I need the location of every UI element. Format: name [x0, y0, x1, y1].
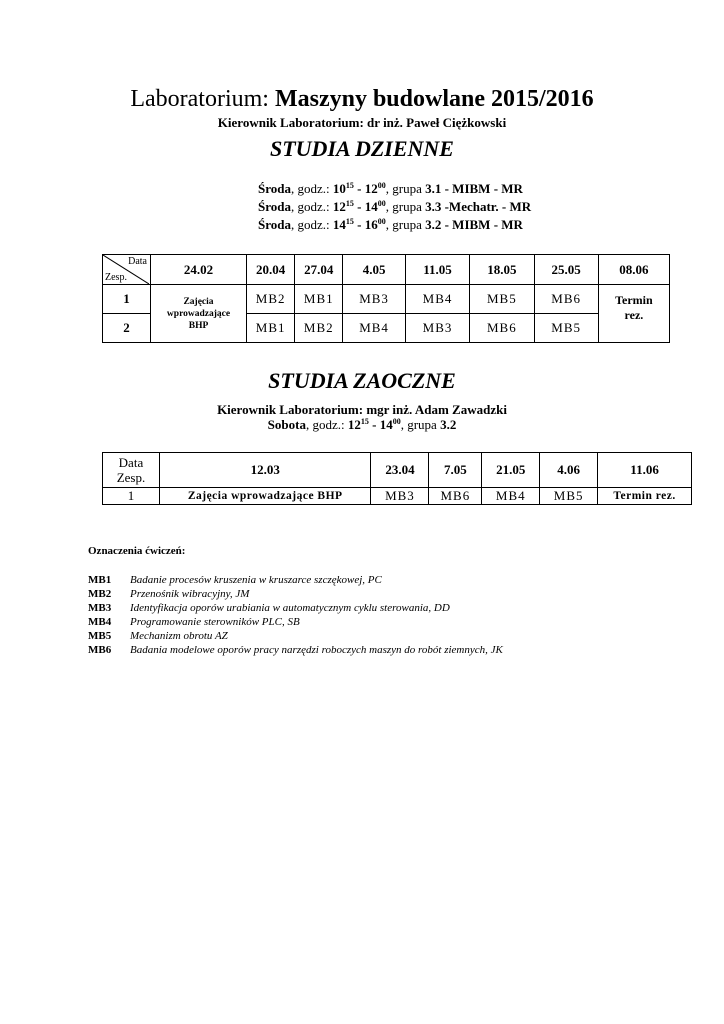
- section-title-dzienne: STUDIA DZIENNE: [270, 136, 454, 161]
- schedule-start: 12: [332, 199, 346, 214]
- date-header: 21.05: [482, 453, 540, 488]
- schedule-line-3: Środa, godz.: $14^{15} - 16^{00}$, grupa 3.2 - MIBM - MR: [258, 217, 523, 232]
- date-header: 11.06: [598, 453, 692, 488]
- exercise-cell: MB5: [534, 314, 598, 343]
- schedule-end: 16: [364, 217, 378, 232]
- schedule-godz: , godz.:: [291, 199, 333, 214]
- date-header: 20.04: [247, 255, 295, 285]
- legend-code: MB6: [88, 644, 112, 656]
- legend-title: Oznaczenia ćwiczeń:: [88, 545, 186, 557]
- dzienne-schedule-table: [102, 254, 670, 343]
- schedule-grupa-label: , grupa: [385, 181, 426, 196]
- schedule-grupa: 3.3 -Mechatr. - MR: [425, 199, 532, 214]
- exercise-cell: MB5: [470, 285, 534, 314]
- table-header-row: [103, 453, 692, 488]
- exercise-cell: MB6: [470, 314, 534, 343]
- legend-code: MB2: [88, 588, 112, 600]
- schedule-end-min: 00: [377, 217, 386, 226]
- schedule-godz: , godz.:: [305, 417, 348, 432]
- exercise-cell: MB3: [371, 488, 429, 505]
- legend-code: MB4: [88, 616, 112, 628]
- intro-bhp-cell: Zajęcia wprowadzające BHP: [159, 488, 371, 505]
- legend-code: MB5: [88, 630, 112, 642]
- schedule-day: Środa: [258, 181, 291, 196]
- legend-item: [88, 601, 450, 615]
- exercise-cell: MB5: [540, 488, 598, 505]
- exercise-cell: MB4: [482, 488, 540, 505]
- intro-bhp-cell: Zajęcia wprowadzające BHP: [150, 285, 246, 343]
- schedule-line-1: Środa, godz.: $10^{15} - 12^{00}$, grupa 3.1 - MIBM - MR: [258, 181, 523, 196]
- schedule-grupa: 3.1 - MIBM - MR: [425, 181, 523, 196]
- date-header: 27.04: [295, 255, 343, 285]
- table-header-row: [103, 255, 670, 285]
- reserve-term-cell: Termin rez.: [598, 488, 692, 505]
- title-main: Maszyny budowlane 2015/2016: [274, 86, 594, 112]
- corner-zesp-label: Zesp.: [116, 470, 146, 485]
- schedule-grupa-label: , grupa: [385, 199, 426, 214]
- exercise-cell: MB1: [247, 314, 295, 343]
- legend-desc: Identyfikacja oporów urabiania w automatycznym cyklu sterowania, DD: [130, 602, 450, 614]
- date-header: 12.03: [159, 453, 371, 488]
- schedule-grupa-label: , grupa: [385, 217, 426, 232]
- date-header: 23.04: [371, 453, 429, 488]
- legend-desc: Badanie procesów kruszenia w kruszarce szczękowej, PC: [130, 574, 382, 586]
- section-title-zaoczne: STUDIA ZAOCZNE: [268, 368, 456, 393]
- corner-zesp-label: Zesp.: [105, 272, 127, 283]
- schedule-end-min: 00: [377, 181, 386, 190]
- exercise-cell: MB2: [247, 285, 295, 314]
- lab-head: Kierownik Laboratorium: dr inż. Paweł Ciężkowski: [217, 115, 507, 130]
- schedule-godz: , godz.:: [291, 181, 333, 196]
- schedule-end: 12: [364, 181, 378, 196]
- schedule-end-min: 00: [377, 199, 386, 208]
- exercise-cell: MB1: [295, 285, 343, 314]
- schedule-day: Sobota: [267, 417, 306, 432]
- legend-desc: Badania modelowe oporów pracy narzędzi roboczych maszyn do robót ziemnych, JK: [130, 644, 503, 656]
- legend-code: MB3: [88, 602, 112, 614]
- legend-item: [88, 629, 228, 643]
- schedule-start: 12: [347, 417, 361, 432]
- schedule-start-min: 15: [360, 417, 369, 426]
- reserve-term-cell: Termin rez.: [598, 285, 669, 343]
- schedule-end-min: 00: [392, 417, 401, 426]
- schedule-start-min: 15: [345, 181, 354, 190]
- legend-desc: Programowanie sterowników PLC, SB: [130, 616, 300, 628]
- date-header: 25.05: [534, 255, 598, 285]
- zesp-cell: 1: [103, 285, 151, 314]
- schedule-day: Środa: [258, 199, 291, 214]
- date-header: 11.05: [405, 255, 469, 285]
- schedule-godz: , godz.:: [291, 217, 333, 232]
- legend-item: [88, 587, 249, 601]
- corner-cell: [103, 255, 151, 285]
- exercise-cell: MB4: [343, 314, 406, 343]
- exercise-cell: MB3: [405, 314, 469, 343]
- date-header: 7.05: [429, 453, 482, 488]
- corner-data-label: Data: [118, 455, 144, 470]
- legend-item: [88, 573, 382, 587]
- schedule-start: 14: [332, 217, 346, 232]
- date-header: 18.05: [470, 255, 534, 285]
- table-row: [103, 488, 692, 505]
- table-row: [103, 285, 670, 314]
- schedule-grupa: 3.2 - MIBM - MR: [425, 217, 523, 232]
- legend-item: [88, 615, 300, 629]
- zesp-cell: 1: [103, 488, 160, 505]
- schedule-grupa: 3.2: [440, 417, 457, 432]
- schedule-end: 14: [379, 417, 393, 432]
- schedule-line-2: Środa, godz.: $12^{15} - 14^{00}$, grupa 3.3 -Mechatr. - MR: [258, 199, 532, 214]
- corner-data-label: Data: [128, 256, 147, 267]
- zaoczne-schedule-table: [102, 452, 692, 505]
- date-header: 24.02: [150, 255, 246, 285]
- legend-desc: Przenośnik wibracyjny, JM: [130, 588, 250, 600]
- schedule-start: 10: [332, 181, 346, 196]
- exercise-cell: MB6: [534, 285, 598, 314]
- date-header: 4.06: [540, 453, 598, 488]
- schedule-grupa-label: , grupa: [400, 417, 441, 432]
- schedule-day: Środa: [258, 217, 291, 232]
- page-title: [0, 84, 724, 114]
- schedule-start-min: 15: [345, 199, 354, 208]
- exercise-cell: MB3: [343, 285, 406, 314]
- schedule-start-min: 15: [345, 217, 354, 226]
- corner-cell: [103, 453, 160, 488]
- legend-item: [88, 643, 503, 657]
- date-header: 08.06: [598, 255, 669, 285]
- legend-code: MB1: [88, 574, 112, 586]
- exercise-cell: MB6: [429, 488, 482, 505]
- lab-head-zaoczne: Kierownik Laboratorium: mgr inż. Adam Zawadzki: [217, 402, 507, 417]
- exercise-cell: MB4: [405, 285, 469, 314]
- schedule-line-saturday: Sobota, godz.: $12^{15} - 14^{00}$, grupa 3.2: [267, 417, 457, 432]
- zesp-cell: 2: [103, 314, 151, 343]
- exercise-cell: MB2: [295, 314, 343, 343]
- legend-desc: Mechanizm obrotu AZ: [130, 630, 228, 642]
- schedule-end: 14: [364, 199, 378, 214]
- date-header: 4.05: [343, 255, 406, 285]
- title-prefix: Laboratorium:: [130, 86, 275, 112]
